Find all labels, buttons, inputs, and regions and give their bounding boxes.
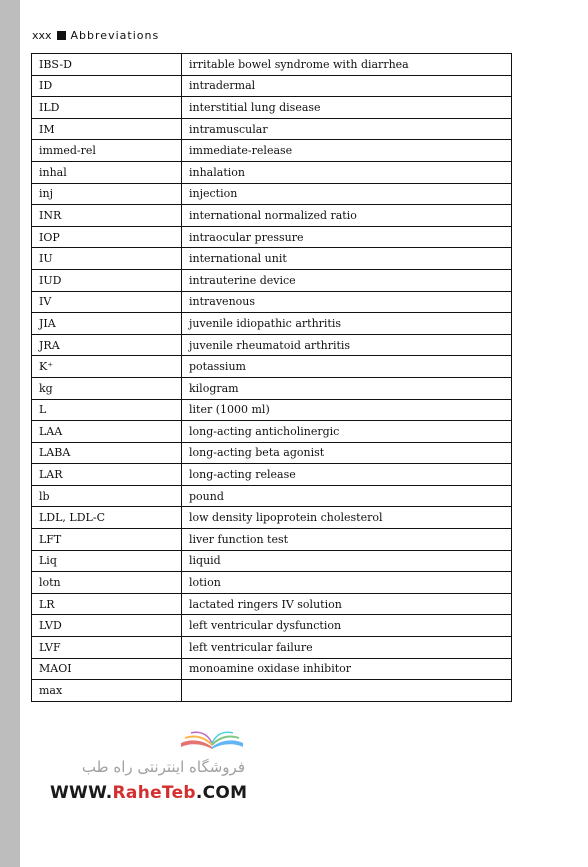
table-row [32,442,512,464]
meaning-cell: liver function test [182,529,512,551]
meaning-cell: low density lipoprotein cholesterol [182,507,512,529]
meaning-cell: potassium [182,356,512,378]
abbreviation-cell: IV [32,291,182,313]
table-row [32,291,512,313]
abbreviation-cell: LDL, LDL-C [32,507,182,529]
abbreviation-cell: IBS-D [32,54,182,76]
abbreviation-cell: L [32,399,182,421]
watermark-url[interactable] [50,783,247,803]
table-row [32,399,512,421]
table-row [32,507,512,529]
page-number: xxx [32,29,52,42]
abbreviation-cell: kg [32,377,182,399]
meaning-cell: long-acting anticholinergic [182,421,512,443]
abbreviation-cell: ILD [32,97,182,119]
table-row [32,97,512,119]
meaning-cell: juvenile rheumatoid arthritis [182,334,512,356]
table-row [32,140,512,162]
abbreviation-cell: K⁺ [32,356,182,378]
meaning-cell: lactated ringers IV solution [182,593,512,615]
abbreviation-cell: ID [32,75,182,97]
meaning-cell: intravenous [182,291,512,313]
abbreviation-cell: JIA [32,313,182,335]
meaning-cell: long-acting beta agonist [182,442,512,464]
meaning-cell: left ventricular failure [182,637,512,659]
meaning-cell: intraocular pressure [182,226,512,248]
table-row [32,269,512,291]
table-row [32,248,512,270]
abbreviation-cell: lb [32,485,182,507]
meaning-cell: injection [182,183,512,205]
table-row [32,550,512,572]
meaning-cell: intrauterine device [182,269,512,291]
meaning-cell [182,680,512,702]
table-row [32,529,512,551]
abbreviation-cell: immed-rel [32,140,182,162]
table-row [32,615,512,637]
table-row [32,572,512,594]
meaning-cell: liquid [182,550,512,572]
table-row [32,593,512,615]
table-row [32,421,512,443]
abbreviation-cell: inj [32,183,182,205]
table-row [32,205,512,227]
meaning-cell: irritable bowel syndrome with diarrhea [182,54,512,76]
meaning-cell: interstitial lung disease [182,97,512,119]
meaning-cell: international normalized ratio [182,205,512,227]
abbreviation-cell: LVF [32,637,182,659]
table-row [32,637,512,659]
table-row [32,161,512,183]
abbreviation-cell: LABA [32,442,182,464]
meaning-cell: juvenile idiopathic arthritis [182,313,512,335]
table-row [32,75,512,97]
watermark-persian-text: فروشگاه اینترنتی راه طب [81,758,245,776]
table-row [32,485,512,507]
meaning-cell: long-acting release [182,464,512,486]
url-prefix: WWW. [50,783,113,803]
abbreviation-cell: LAR [32,464,182,486]
table-row [32,183,512,205]
meaning-cell: pound [182,485,512,507]
table-row [32,377,512,399]
abbreviation-cell: IOP [32,226,182,248]
url-suffix: .COM [195,783,248,803]
abbreviations-table [31,53,512,702]
table-row [32,464,512,486]
abbreviation-cell: INR [32,205,182,227]
page-edge-band [0,0,20,867]
abbreviation-cell: max [32,680,182,702]
running-header [32,29,159,42]
abbreviation-cell: Liq [32,550,182,572]
meaning-cell: left ventricular dysfunction [182,615,512,637]
meaning-cell: inhalation [182,161,512,183]
abbreviation-cell: LFT [32,529,182,551]
meaning-cell: immediate-release [182,140,512,162]
table-row [32,658,512,680]
abbreviation-cell: lotn [32,572,182,594]
meaning-cell: lotion [182,572,512,594]
abbreviation-cell: IM [32,118,182,140]
url-brand: RaheTeb [112,783,196,803]
abbreviation-cell: LR [32,593,182,615]
abbreviation-cell: inhal [32,161,182,183]
meaning-cell: intradermal [182,75,512,97]
meaning-cell: liter (1000 ml) [182,399,512,421]
meaning-cell: monoamine oxidase inhibitor [182,658,512,680]
table-row [32,118,512,140]
open-book-icon [177,727,247,751]
meaning-cell: kilogram [182,377,512,399]
table-row [32,680,512,702]
meaning-cell: intramuscular [182,118,512,140]
section-title: Abbreviations [70,29,160,42]
abbreviation-cell: LAA [32,421,182,443]
table-row [32,356,512,378]
meaning-cell: international unit [182,248,512,270]
table-row [32,334,512,356]
abbreviation-cell: LVD [32,615,182,637]
table-row [32,313,512,335]
abbreviation-cell: IUD [32,269,182,291]
table-row [32,54,512,76]
table-row [32,226,512,248]
abbreviation-cell: IU [32,248,182,270]
square-bullet-icon [57,31,66,40]
abbreviation-cell: MAOI [32,658,182,680]
watermark [50,725,290,805]
abbreviation-cell: JRA [32,334,182,356]
